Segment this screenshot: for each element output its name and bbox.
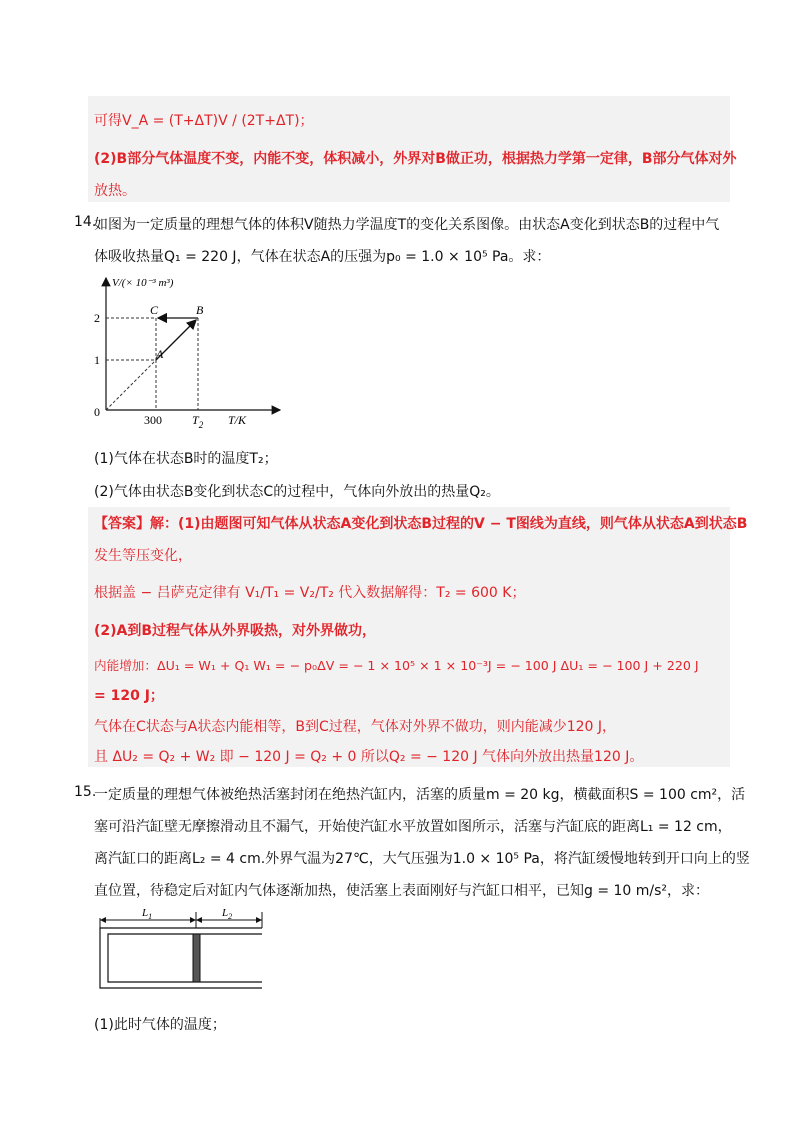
- question15-text-line4: 直位置，待稳定后对缸内气体逐渐加热，使活塞上表面刚好与汽缸口相平，已知g = 10 m/s²，求：: [94, 883, 710, 899]
- question14-sub1: (1)气体在状态B时的温度T₂；: [94, 451, 278, 467]
- answer14-line5: 内能增加：ΔU₁ = W₁ + Q₁ W₁ = − p₀ΔV = − 1 × 10⁵ × 1 × 10⁻³J = − 100 J ΔU₁ = − 100 J + 220 J: [94, 658, 699, 673]
- answer13-line2: (2)B部分气体温度不变，内能不变，体积减小，外界对B做正功，根据热力学第一定律，B部分气体对外: [94, 151, 737, 167]
- cylinder-outer-wall: [100, 928, 262, 988]
- question15-number: 15.: [74, 784, 97, 800]
- answer14-line6: = 120 J；: [94, 688, 164, 704]
- question15-text-line3: 离汽缸口的距离L₂ = 4 cm.外界气温为27℃，大气压强为1.0 × 10⁵ Pa，将汽缸缓慢地转到开口向上的竖: [94, 851, 750, 867]
- origin-label: 0: [94, 405, 100, 419]
- cylinder-inner-wall: [108, 934, 262, 982]
- question15-text-line2: 塞可沿汽缸壁无摩擦滑动且不漏气，开始使汽缸水平放置如图所示，活塞与汽缸底的距离L₁ = 12 cm，: [94, 819, 732, 835]
- label-L2: $L_2$: [222, 907, 233, 921]
- point-B-label: B: [196, 303, 204, 317]
- cylinder-figure: [92, 902, 272, 992]
- point-C-label: C: [150, 303, 159, 317]
- answer14-line8: 且 ΔU₂ = Q₂ + W₂ 即 − 120 J = Q₂ + 0 所以Q₂ = − 120 J 气体向外放出热量120 J。: [94, 749, 644, 765]
- answer14-line2: 发生等压变化，: [94, 548, 192, 564]
- tick-y-2: 2: [94, 311, 100, 325]
- answer14-line3: 根据盖 − 吕萨克定律有 V₁/T₁ = V₂/T₂ 代入数据解得：T₂ = 600 K；: [94, 585, 526, 601]
- label-L1: $L_1$: [142, 907, 153, 921]
- tick-x-T2: $T_2$: [192, 413, 204, 430]
- tick-x-300: 300: [144, 413, 162, 427]
- question14-sub2: (2)气体由状态B变化到状态C的过程中，气体向外放出的热量Q₂。: [94, 484, 500, 500]
- dashed-origin-to-A: [106, 360, 156, 410]
- answer13-line1: 可得V_A = (T+ΔT)V / (2T+ΔT)；: [94, 113, 314, 129]
- answer14-line4: (2)A到B过程气体从外界吸热，对外界做功，: [94, 623, 377, 639]
- question15-text-line1: 一定质量的理想气体被绝热活塞封闭在绝热汽缸内，活塞的质量m = 20 kg，横截面积S = 100 cm²，活: [94, 787, 746, 803]
- point-A-label: A: [156, 347, 164, 361]
- answer14-line7: 气体在C状态与A状态内能相等，B到C过程，气体对外界不做功，则内能减少120 J，: [94, 719, 617, 735]
- x-axis-label: T/K: [228, 413, 247, 427]
- question14-text-line1: 如图为一定质量的理想气体的体积V随热力学温度T的变化关系图像。由状态A变化到状态B的过程中气: [94, 217, 720, 233]
- question15-sub1: (1)此时气体的温度；: [94, 1017, 226, 1033]
- vt-graph: [88, 270, 288, 430]
- y-axis-label: V/(× 10⁻³ m³): [112, 277, 174, 289]
- question14-number: 14.: [74, 214, 97, 230]
- tick-y-1: 1: [94, 353, 100, 367]
- piston: [193, 934, 200, 982]
- answer14-line1: 【答案】解：(1)由题图可知气体从状态A变化到状态B过程的V − T图线为直线，则气体从状态A到状态B: [94, 516, 748, 532]
- answer13-line3: 放热。: [94, 183, 136, 199]
- question14-text-line2: 体吸收热量Q₁ = 220 J，气体在状态A的压强为p₀ = 1.0 × 10⁵ Pa。求：: [94, 249, 551, 265]
